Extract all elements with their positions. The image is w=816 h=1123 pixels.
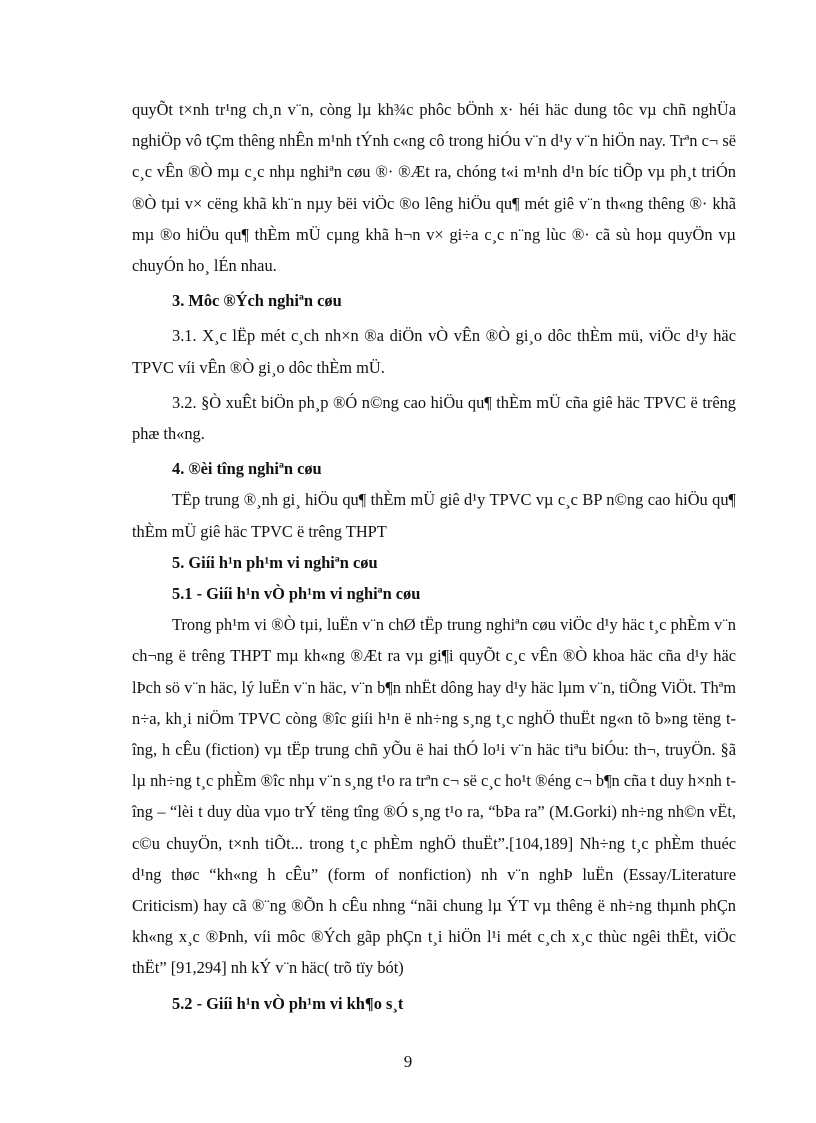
heading-scope-5-1: 5.1 - Giíi h¹n vÒ ph¹m vi nghiªn cøu xyxy=(172,584,421,604)
paragraph-intro: quyÕt t×nh tr¹ng ch¸n v¨n, còng lµ kh¾c phôc bÖnh x· héi häc dung tôc vµ chñ nghÜa nghiÖp vô tÇm thêng nhÊn m¹nh tÝnh c«ng cô trong hiÓu v¨n d¹y v¨n hiÖn nay. Trªn c¬ së c¸c vÊn ®Ò mµ c¸c nhµ nghiªn cøu ®· ®Æt ra, chóng t«i m¹nh d¹n bíc tiÕp vµ ph¸t triÓn ®Ò tµi v× cëng khã kh¨n nµy bëi viÖc ®o lêng hiÖu qu¶ mét giê v¨n th«ng thêng ®· khã mµ ®o hiÖu qu¶ thÈm mÜ cµng khã h¬n v× gi÷a c¸c n¨ng lùc ®· cã sù hoµ quyÖn vµ chuyÓn ho¸ lÉn nhau. xyxy=(132,100,736,276)
heading-scope: 5. Giíi h¹n ph¹m vi nghiªn cøu xyxy=(172,552,378,572)
heading-scope-5-2: 5.2 - Giíi h¹n vÒ ph¹m vi kh¶o s¸t xyxy=(172,993,404,1013)
heading-research-object: 4. ®èi tîng nghiªn cøu xyxy=(172,459,322,479)
paragraph-purpose-3-2: 3.2. §Ò xuÊt biÖn ph¸p ®Ó n©ng cao hiÖu qu¶ thÈm mÜ cña giê häc TPVC ë trêng phæ th«ng. xyxy=(132,392,736,444)
paragraph-purpose-3-1: 3.1. X¸c lËp mét c¸ch nh×n ®a diÖn vÒ vÊn ®Ò gi¸o dôc thÈm mü, viÖc d¹y häc TPVC víi vÊn ®Ò gi¸o dôc thÈm mÜ. xyxy=(132,326,736,377)
paragraph-scope-5-1: Trong ph¹m vi ®Ò tµi, luËn v¨n chØ tËp trung nghiªn cøu viÖc d¹y häc t¸c phÈm v¨n ch¬ng ë trêng THPT mµ kh«ng ®Æt ra vµ gi¶i quyÕt c¸c vÊn ®Ò khoa häc cña d¹y häc lÞch sö v¨n häc, lý luËn v¨n häc, v¨n b¶n nhËt dông hay d¹y häc lµm v¨n, tiÕng ViÖt. Thªm n÷a, kh¸i niÖm TPVC còng ®îc giíi h¹n ë nh÷ng s¸ng t¸c nghÖ thuËt ng«n tõ b»ng tëng tîng, h cÊu (fiction) vµ tËp trung chñ yÕu ë hai thÓ lo¹i v¨n häc tiªu biÓu: th¬, truyÖn. §ã lµ nh÷ng t¸c phÈm ®îc nhµ v¨n s¸ng t¹o ra trªn c¬ së c¸c ho¹t ®éng c¬ b¶n cña t duy h×nh tîng – “lèi t duy dùa vµo trÝ tëng tîng ®Ó s¸ng t¹o ra, “bÞa ra” (M.Gorki) nh÷ng nh©n vËt, c©u chuyÖn, t×nh tiÕt... trong t¸c phÈm nghÖ thuËt”.[104,189] Nh÷ng t¸c phÈm thuéc d¹ng thøc “kh«ng h cÊu” (form of nonfiction) nh v¨n nghÞ luËn (Essay/Literature Criticism) hay cã ®¨ng ®Õn h cÊu nhng “nãi chung lµ ÝT vµ thêng ë nh÷ng thµnh phÇn kh«ng x¸c ®Þnh, víi môc ®Ých gãp phÇn t¸i hiÖn l¹i mét c¸ch x¸c thùc ngêi thËt, viÖc thËt” [91,294] nh kÝ v¨n häc( trõ tïy bót) xyxy=(132,615,736,978)
page-number: 9 xyxy=(403,1052,413,1071)
heading-research-purpose: 3. Môc ®Ých nghiªn cøu xyxy=(172,291,342,311)
document-body xyxy=(132,94,736,1019)
paragraph-research-object: TËp trung ®¸nh gi¸ hiÖu qu¶ thÈm mÜ giê d¹y TPVC vµ c¸c BP n©ng cao hiÖu qu¶ thÈm mÜ giê häc TPVC ë trêng THPT xyxy=(132,490,736,541)
